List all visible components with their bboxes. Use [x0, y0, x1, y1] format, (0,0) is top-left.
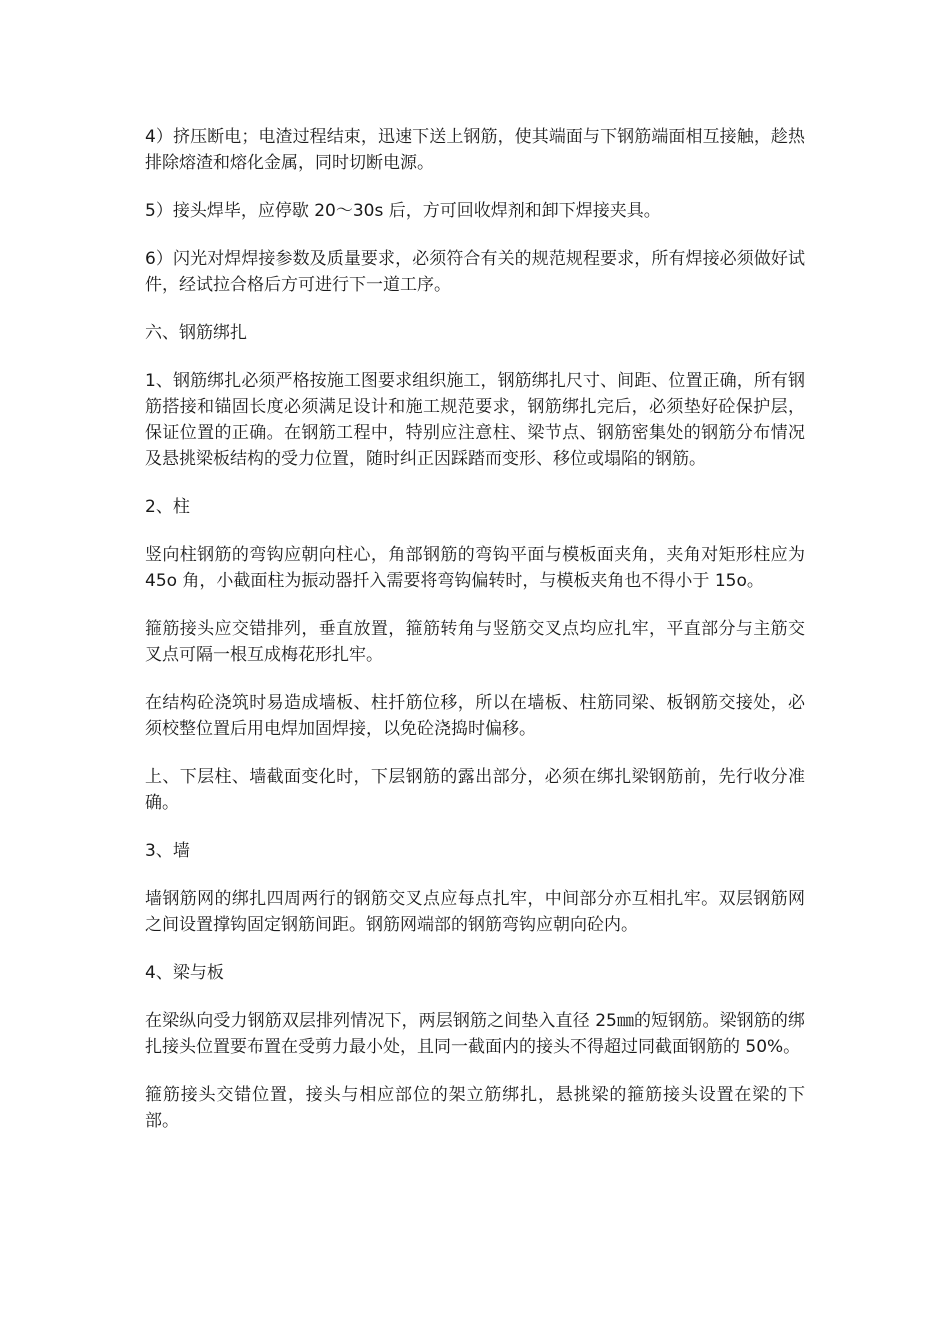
paragraph-column-stirrups: 箍筋接头应交错排列，垂直放置，箍筋转角与竖筋交叉点均应扎牢，平直部分与主筋交叉点可隔一根互成梅花形扎牢。	[145, 619, 805, 665]
paragraph-step-6: 6）闪光对焊焊接参数及质量要求，必须符合有关的规范规程要求，所有焊接必须做好试件，经试拉合格后方可进行下一道工序。	[145, 249, 805, 295]
paragraph-column-welding: 在结构砼浇筑时易造成墙板、柱扦筋位移，所以在墙板、柱筋同梁、板钢筋交接处，必须校整位置后用电焊加固焊接，以免砼浇捣时偏移。	[145, 693, 805, 739]
paragraph-column-section-change: 上、下层柱、墙截面变化时，下层钢筋的露出部分，必须在绑扎梁钢筋前，先行收分准确。	[145, 767, 805, 813]
paragraph-beam-layers: 在梁纵向受力钢筋双层排列情况下，两层钢筋之间垫入直径 25㎜的短钢筋。梁钢筋的绑扎接头位置要布置在受剪力最小处，且同一截面内的接头不得超过同截面钢筋的 50%。	[145, 1011, 805, 1057]
paragraph-wall-mesh: 墙钢筋网的绑扎四周两行的钢筋交叉点应每点扎牢，中间部分亦互相扎牢。双层钢筋网之间设置撑钩固定钢筋间距。钢筋网端部的钢筋弯钩应朝向砼内。	[145, 889, 805, 935]
paragraph-step-4: 4）挤压断电；电渣过程结束，迅速下送上钢筋，使其端面与下钢筋端面相互接触，趁热排除熔渣和熔化金属，同时切断电源。	[145, 127, 805, 173]
subheading-beam-slab: 4、梁与板	[145, 963, 224, 983]
section-heading-rebar-binding: 六、钢筋绑扎	[145, 323, 247, 343]
paragraph-column-hooks: 竖向柱钢筋的弯钩应朝向柱心，角部钢筋的弯钩平面与模板面夹角，夹角对矩形柱应为 45o 角，小截面柱为振动器扦入需要将弯钩偏转时，与模板夹角也不得小于 15o。	[145, 545, 805, 591]
paragraph-beam-stirrups: 箍筋接头交错位置，接头与相应部位的架立筋绑扎，悬挑梁的箍筋接头设置在梁的下部。	[145, 1085, 805, 1131]
document-body	[145, 124, 805, 1156]
paragraph-step-5: 5）接头焊毕，应停歇 20～30s 后，方可回收焊剂和卸下焊接夹具。	[145, 201, 661, 221]
paragraph-binding-general: 1、钢筋绑扎必须严格按施工图要求组织施工，钢筋绑扎尺寸、间距、位置正确，所有钢筋搭接和锚固长度必须满足设计和施工规范要求，钢筋绑扎完后，必须垫好砼保护层，保证位置的正确。在钢筋工程中，特别应注意柱、梁节点、钢筋密集处的钢筋分布情况及悬挑梁板结构的受力位置，随时纠正因踩踏而变形、移位或塌陷的钢筋。	[145, 371, 805, 469]
subheading-column: 2、柱	[145, 497, 190, 517]
subheading-wall: 3、墙	[145, 841, 190, 861]
